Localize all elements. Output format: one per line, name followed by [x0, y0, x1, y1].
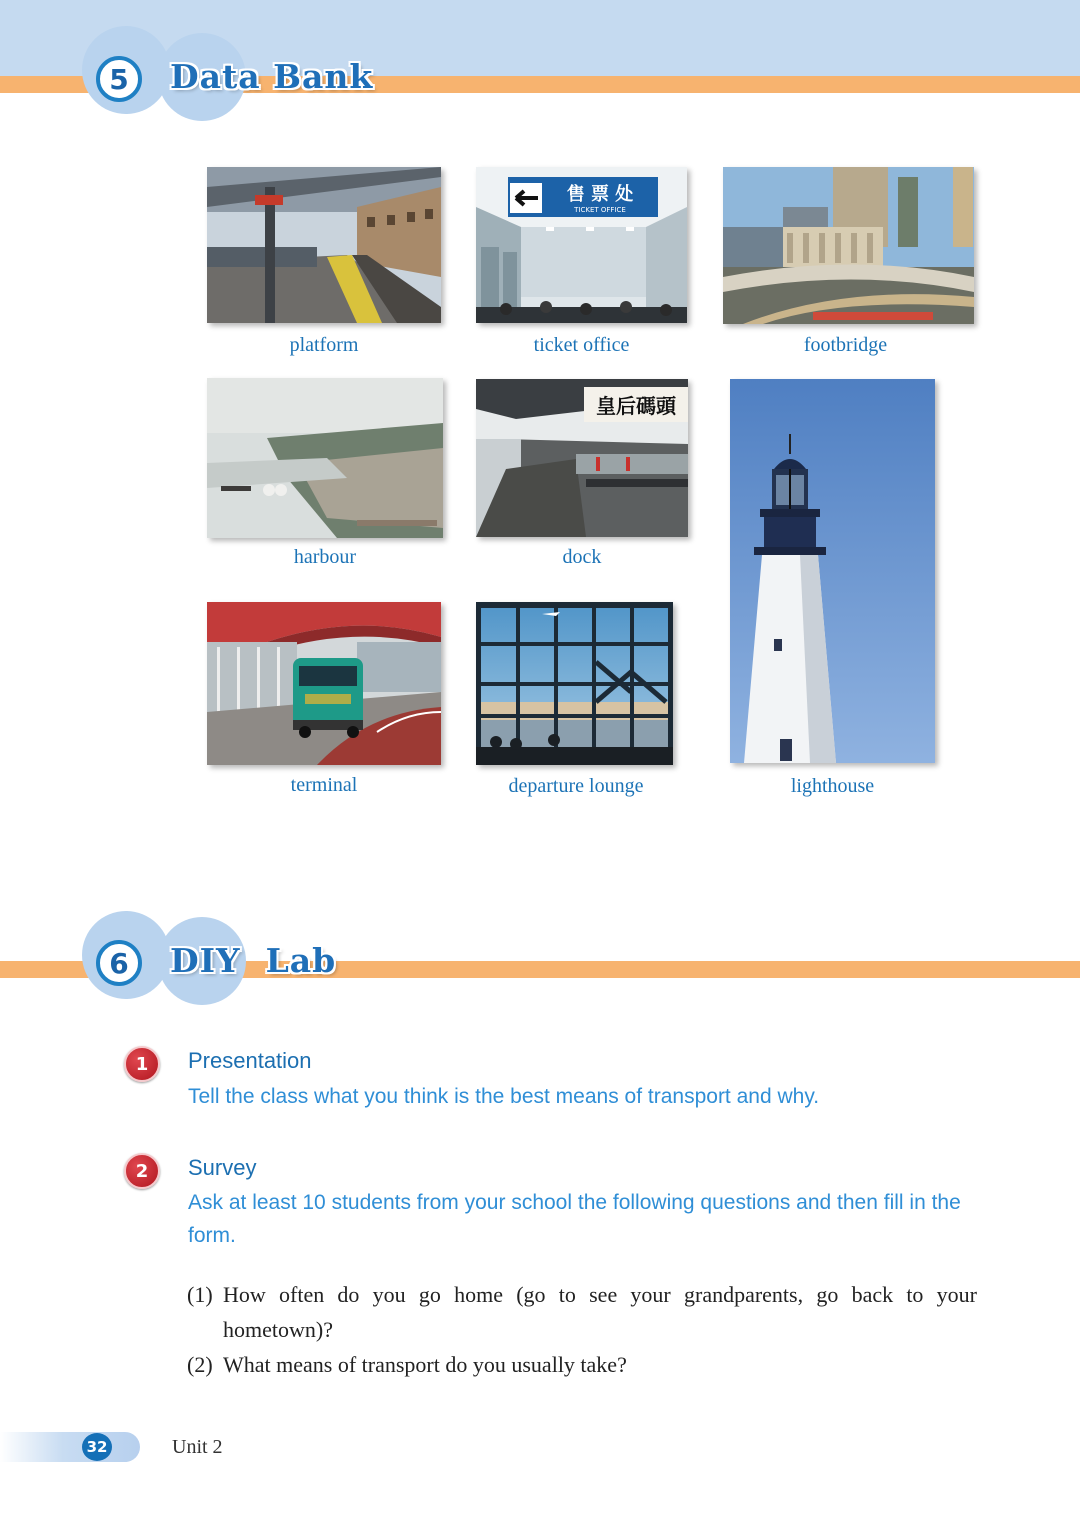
ticket-office-photo	[476, 167, 687, 323]
task-1-text: Tell the class what you think is the best means of transport and why.	[188, 1085, 820, 1108]
page-number: 32	[82, 1433, 112, 1461]
dock-caption: dock	[562, 546, 602, 568]
ticket-office-caption: ticket office	[533, 334, 630, 356]
section-5-number: 5	[96, 56, 142, 102]
platform-photo	[207, 167, 441, 323]
page-number-pill	[0, 1432, 140, 1462]
question-2-number: (2)	[187, 1352, 213, 1377]
question-1	[187, 1277, 977, 1347]
harbour-photo	[207, 378, 443, 538]
dock-photo	[476, 379, 688, 537]
lighthouse-caption: lighthouse	[790, 775, 875, 797]
terminal-caption: terminal	[290, 774, 358, 796]
ticket-sign-en: TICKET OFFICE	[574, 206, 626, 214]
unit-label: Unit 2	[172, 1436, 223, 1458]
section-5-title: Data Bank	[170, 57, 374, 96]
platform-caption: platform	[289, 334, 359, 356]
section-6-title: DIY Lab	[170, 941, 337, 980]
lighthouse-photo	[730, 379, 935, 763]
question-2	[187, 1347, 977, 1382]
task-2-badge: 2	[124, 1153, 160, 1189]
question-1-text: How often do you go home (go to see your grandparents, go back to your hometown)?	[223, 1282, 977, 1342]
task-2-text: Ask at least 10 students from your school the following questions and then fill in the form.	[188, 1191, 961, 1247]
task-2-title: Survey	[188, 1155, 257, 1180]
footbridge-photo	[723, 167, 974, 324]
question-1-number: (1)	[187, 1282, 213, 1307]
harbour-caption: harbour	[293, 546, 357, 568]
footbridge-caption: footbridge	[803, 334, 888, 356]
task-1-badge: 1	[124, 1046, 160, 1082]
question-2-text: What means of transport do you usually take?	[223, 1352, 627, 1377]
departure-lounge-photo	[476, 602, 673, 765]
dock-sign-cn: 皇后碼頭	[596, 394, 676, 418]
terminal-photo	[207, 602, 441, 765]
section-6-number: 6	[96, 940, 142, 986]
ticket-sign-cn: 售 票 处	[566, 184, 634, 205]
departure-lounge-caption: departure lounge	[508, 775, 644, 797]
task-1-title: Presentation	[188, 1048, 312, 1073]
